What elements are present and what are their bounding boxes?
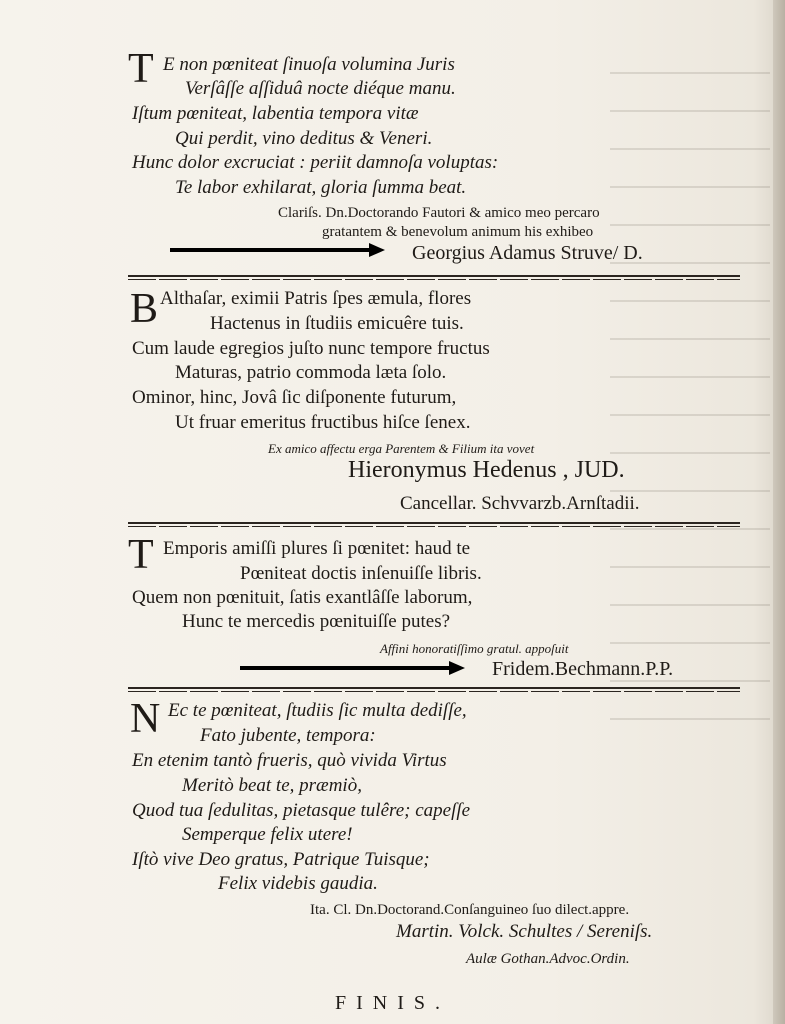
verse-line: Fato jubente, tempora: xyxy=(200,725,376,746)
finis-colophon: FINIS. xyxy=(334,992,450,1014)
verse-line: Iſtò vive Deo gratus, Patrique Tuisque; xyxy=(132,849,430,870)
divider-rule xyxy=(128,687,740,693)
dedication-line: Affini honoratiſſimo gratul. appoſuit xyxy=(380,641,569,656)
divider-rule xyxy=(128,522,740,528)
dedication-line: Ex amico affectu erga Parentem & Filium ita vovet xyxy=(268,441,535,456)
verse-line: Hunc te mercedis pœnituiſſe putes? xyxy=(182,611,451,632)
verse-line: Emporis amiſſi plures ſi pœnitet: haud te xyxy=(163,538,471,559)
signature: Georgius Adamus Struve/ D. xyxy=(412,242,643,264)
arrow-icon xyxy=(170,243,385,257)
verse-line: Pœniteat doctis inſenuiſſe libris. xyxy=(240,563,482,584)
arrow-icon xyxy=(240,661,465,675)
verse-line: E non pœniteat ſinuoſa volumina Juris xyxy=(163,54,455,75)
verse-line: Quod tua ſedulitas, pietasque tulêre; capeſſe xyxy=(132,800,471,821)
drop-cap: T xyxy=(128,46,154,92)
signature: Fridem.Bechmann.P.P. xyxy=(492,658,674,680)
drop-cap: N xyxy=(130,696,161,742)
verse-line: Te labor exhilarat, gloria ſumma beat. xyxy=(175,177,467,198)
verse-line: Verſâſſe aſſiduâ nocte diéque manu. xyxy=(185,78,456,99)
verse-line: Ut fruar emeritus fructibus hiſce ſenex. xyxy=(175,412,471,433)
verse-line: Ominor, hinc, Jovâ ſic diſponente futurum, xyxy=(132,387,457,408)
dedication-line: gratantem & benevolum animum his exhibeo xyxy=(322,224,594,240)
verse-line: Maturas, patrio commoda læta ſolo. xyxy=(175,362,447,383)
verse-line: Semperque felix utere! xyxy=(182,824,353,845)
signature-title: Aulæ Gothan.Advoc.Ordin. xyxy=(466,951,630,967)
verse-line: Iſtum pœniteat, labentia tempora vitæ xyxy=(132,103,419,124)
signature: Hieronymus Hedenus , JUD. xyxy=(348,457,625,483)
signature: Martin. Volck. Schultes / Sereniſs. xyxy=(396,921,653,942)
verse-line: Felix videbis gaudia. xyxy=(218,873,378,894)
verse-line: Quem non pœnituit, ſatis exantlâſſe laborum, xyxy=(132,587,473,608)
verse-line: En etenim tantò frueris, quò vivida Virtus xyxy=(132,750,447,771)
verse-line: Hunc dolor excruciat : periit damnoſa voluptas: xyxy=(132,152,499,173)
verse-line: Hactenus in ſtudiis emicuêre tuis. xyxy=(210,313,464,334)
divider-rule xyxy=(128,275,740,281)
drop-cap: T xyxy=(128,532,154,578)
drop-cap: B xyxy=(130,286,159,332)
verse-line: Qui perdit, vino deditus & Veneri. xyxy=(175,128,433,149)
dedication-line: Clariſs. Dn.Doctorando Fautori & amico meo percaro xyxy=(278,205,600,221)
page-edge xyxy=(773,0,785,1024)
verse-line: Meritò beat te, præmiò, xyxy=(182,775,362,796)
signature-title: Cancellar. Schvvarzb.Arnſtadii. xyxy=(400,493,640,514)
dedication-line: Ita. Cl. Dn.Doctorand.Conſanguineo ſuo dilect.appre. xyxy=(310,902,630,918)
verse-line: Althaſar, eximii Patris ſpes æmula, flores xyxy=(160,288,472,309)
bleed-through-text xyxy=(610,50,770,750)
verse-line: Ec te pœniteat, ſtudiis ſic multa dediſſe, xyxy=(168,700,467,721)
verse-line: Cum laude egregios juſto nunc tempore fructus xyxy=(132,338,490,359)
